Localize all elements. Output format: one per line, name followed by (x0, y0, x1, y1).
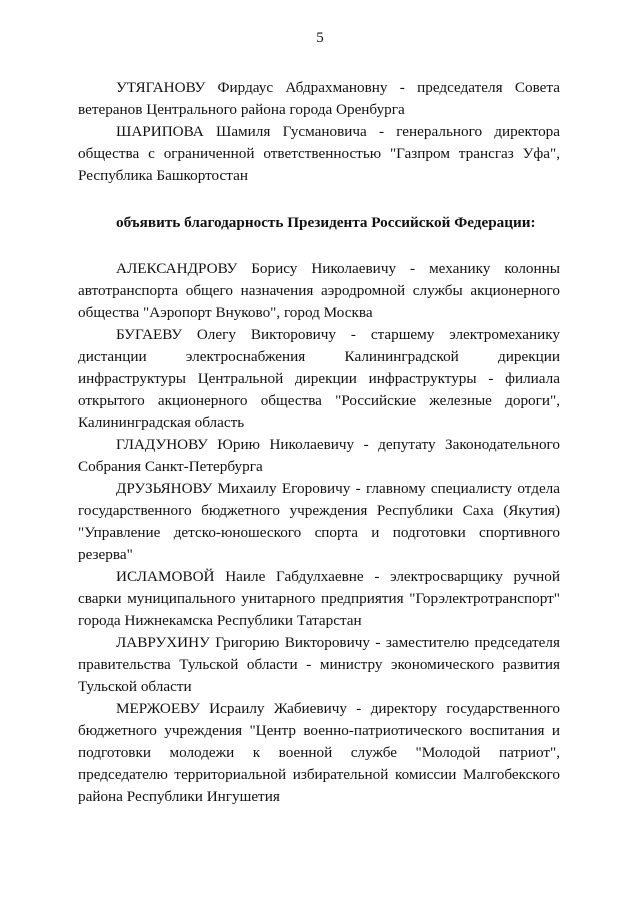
award-entry (78, 566, 560, 632)
award-surname: МЕРЖОЕВУ (116, 700, 200, 717)
award-details: Григорию Викторовичу - заместителю председателя правительства Тульской области - министру экономического развития Тульской области (78, 634, 560, 695)
award-surname: УТЯГАНОВУ (116, 79, 206, 96)
award-details: Борису Николаевичу - механику колонны автотранспорта общего назначения аэродромной службы акционерного общества "Аэропорт Внуково", город Москва (78, 260, 560, 321)
award-entry (78, 632, 560, 698)
award-details: Наиле Габдулхаевне - электросварщику ручной сварки муниципального унитарного предприятия "Горэлектротранспорт" города Нижнекамска Республики Татарстан (78, 568, 560, 629)
award-surname: БУГАЕВУ (116, 326, 182, 343)
document-body (78, 77, 560, 808)
award-entry (78, 434, 560, 478)
award-details: Шамиля Гусмановича - генерального директора общества с ограниченной ответственностью "Газпром трансгаз Уфа", Республика Башкортостан (78, 123, 560, 184)
award-surname: АЛЕКСАНДРОВУ (116, 260, 238, 277)
page-number: 5 (316, 30, 324, 46)
award-details: Фирдаус Абдрахмановну - председателя Совета ветеранов Центрального района города Оренбурга (78, 79, 560, 118)
award-details: Юрию Николаевичу - депутату Законодательного Собрания Санкт-Петербурга (78, 436, 560, 475)
award-entry (78, 77, 560, 121)
award-surname: ШАРИПОВА (116, 123, 204, 140)
award-surname: ЛАВРУХИНУ (116, 634, 210, 651)
award-surname: ГЛАДУНОВУ (116, 436, 208, 453)
award-entry (78, 698, 560, 808)
award-details: Исраилу Жабиевичу - директору государственного бюджетного учреждения "Центр военно-патриотического воспитания и подготовки молодежи к военной службе "Молодой патриот", председателю территориальной избирательной комиссии Малгобекского района Республики Ингушетия (78, 700, 560, 805)
award-surname: ДРУЗЬЯНОВУ (116, 480, 213, 497)
award-details: Михаилу Егоровичу - главному специалисту отдела государственного бюджетного учреждения Республики Саха (Якутия) "Управление детско-юношеского спорта и подготовки спортивного резерва" (78, 480, 560, 563)
award-entry (78, 324, 560, 434)
section-heading: объявить благодарность Президента Российской Федерации: (116, 214, 536, 231)
award-entry (78, 478, 560, 566)
award-entry (78, 121, 560, 187)
award-entry (78, 258, 560, 324)
award-details: Олегу Викторовичу - старшему электромеханику дистанции электроснабжения Калининградской дирекции инфраструктуры Центральной дирекции инфраструктуры - филиала открытого акционерного общества "Российские железные дороги", Калининградская область (78, 326, 560, 431)
award-surname: ИСЛАМОВОЙ (116, 568, 215, 585)
